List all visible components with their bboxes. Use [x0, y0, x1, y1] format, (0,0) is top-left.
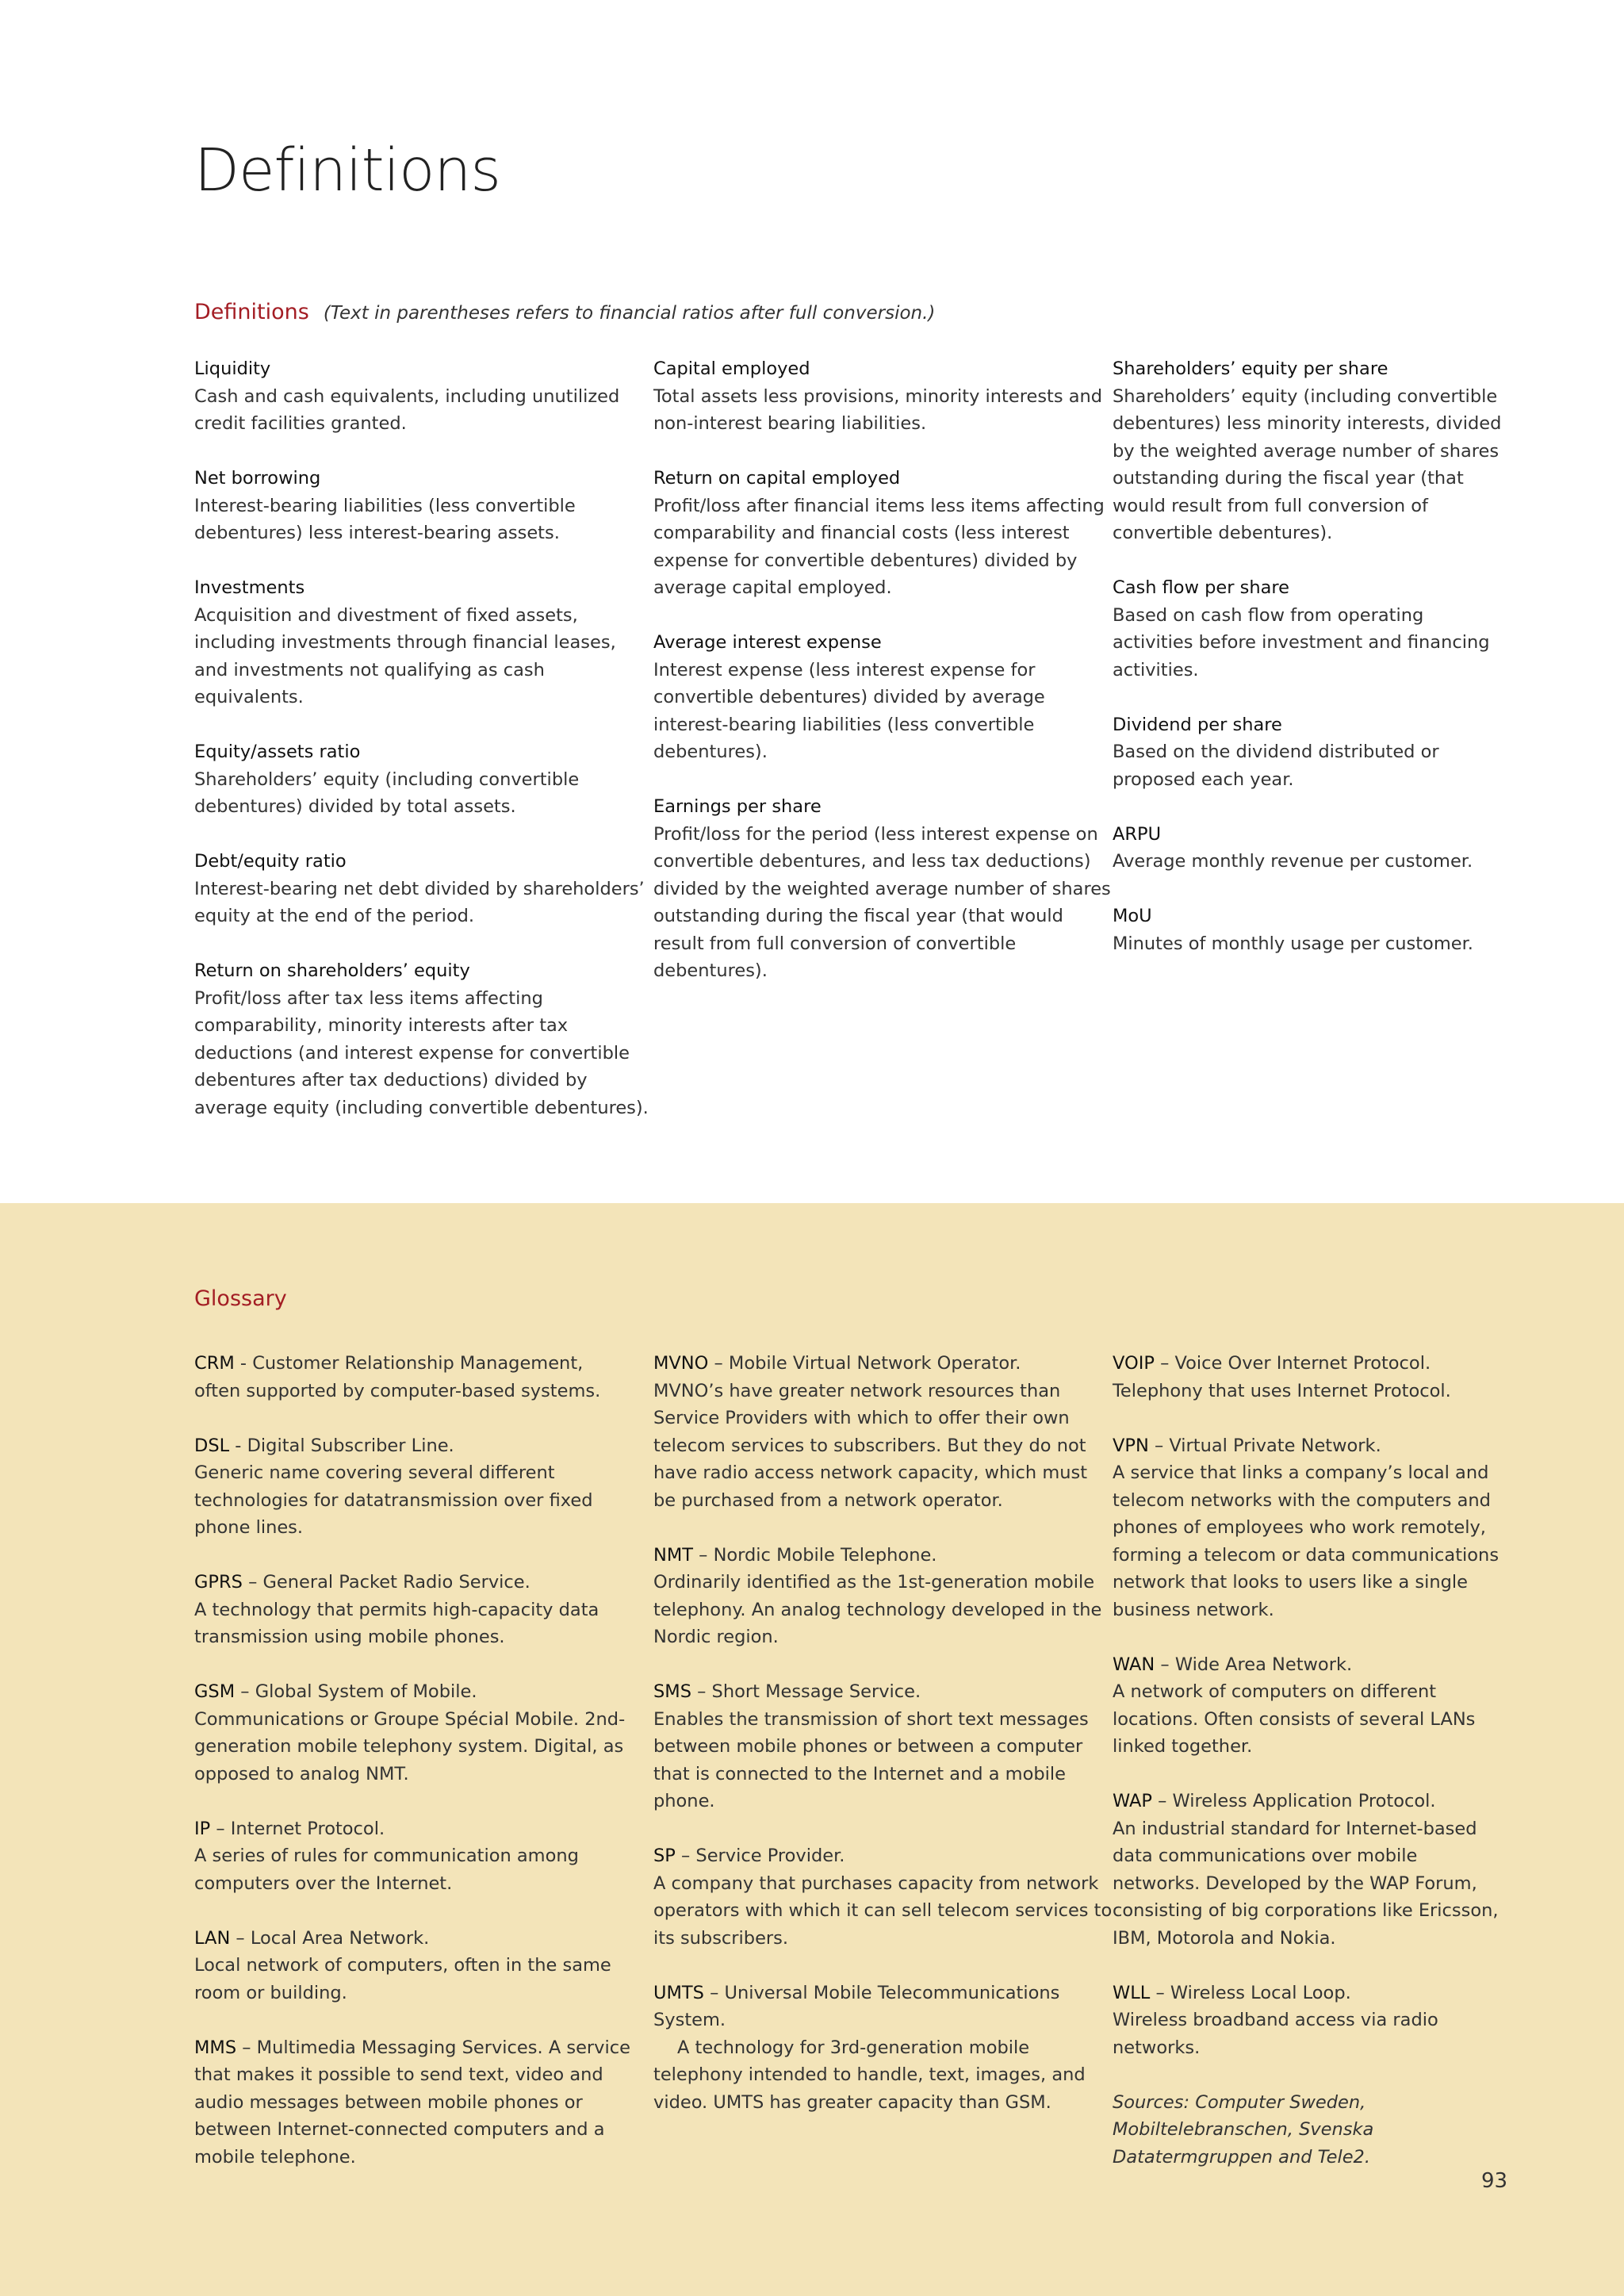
glossary-abbr: WLL [1113, 1982, 1151, 2003]
glossary-entry [1113, 1651, 1509, 1761]
glossary-name: Voice Over Internet Protocol. [1174, 1353, 1431, 1374]
glossary-name: Internet Protocol. [230, 1818, 385, 1839]
glossary-header [194, 1286, 287, 1311]
glossary-entry [194, 1815, 653, 1898]
definition-text: Interest-bearing liabilities (less convertible debentures) less interest-bearing assets. [194, 495, 576, 543]
glossary-name: Global System of Mobile. [255, 1681, 477, 1702]
glossary-entry [194, 1678, 653, 1788]
glossary-text: often supported by computer-based systems. [194, 1380, 601, 1401]
definition-entry [653, 465, 1113, 602]
glossary-sep: – [1151, 1791, 1173, 1811]
glossary-sources: Sources: Computer Sweden, Mobiltelebranschen, Svenska Datatermgruppen and Tele2. [1113, 2091, 1374, 2168]
glossary-abbr: UMTS [653, 1982, 704, 2003]
glossary-text: Ordinarily identified as the 1st-generation mobile telephony. An analog technology developed in the Nordic region. [653, 1572, 1102, 1647]
definition-entry [653, 629, 1113, 766]
definition-text: Shareholders’ equity (including convertible debentures) less minority interests, divided by the weighted average number of shares outstanding during the fiscal year (that would result from full conversion of convertible debentures). [1113, 385, 1502, 543]
definition-text: Total assets less provisions, minority interests and non-interest bearing liabilities. [653, 385, 1103, 434]
glossary-abbr: IP [194, 1818, 211, 1839]
definition-entry [1113, 821, 1509, 876]
glossary-sep: – [242, 1572, 263, 1593]
glossary-text: A network of computers on different locations. Often consists of several LANs linked together. [1113, 1681, 1476, 1757]
definition-term: Earnings per share [653, 796, 822, 817]
definition-text: Profit/loss for the period (less interest expense on convertible debentures, and less tax deductions) divided by the weighted average number of shares outstanding during the fiscal year (that would result from full conversion of convertible debentures). [653, 823, 1111, 981]
glossary-entry [653, 1980, 1113, 2117]
glossary-name: Wide Area Network. [1174, 1654, 1353, 1675]
definition-term: Return on capital employed [653, 468, 901, 489]
glossary-text: Wireless broadband access via radio networks. [1113, 2010, 1438, 2058]
definitions-note: (Text in parentheses refers to financial ratios after full conversion.) [323, 303, 936, 324]
definition-term: Average interest expense [653, 632, 882, 653]
glossary-sep: – [675, 1846, 696, 1866]
definition-entry [1113, 574, 1509, 684]
glossary-name: Wireless Application Protocol. [1172, 1791, 1436, 1811]
glossary-sep: - [229, 1435, 247, 1456]
definition-text: Profit/loss after tax less items affecting comparability, minority interests after tax deductions (and interest expense for convertible debentures after tax deductions) divided by average equity (including convertible debentures). [194, 987, 649, 1118]
glossary-text: Local network of computers, often in the same room or building. [194, 1955, 611, 2003]
glossary-abbr: LAN [194, 1927, 231, 1949]
definition-entry [194, 848, 653, 930]
glossary-sep: – [1148, 1435, 1170, 1456]
glossary-abbr: VOIP [1113, 1353, 1155, 1374]
glossary-name: Customer Relationship Management, [252, 1353, 584, 1374]
definition-text: Based on cash flow from operating activities before investment and financing activities. [1113, 604, 1490, 680]
glossary-name: Nordic Mobile Telephone. [713, 1544, 937, 1566]
glossary-entry [1113, 1432, 1509, 1624]
glossary-text: Communications or Groupe Spécial Mobile. 2nd-generation mobile telephony system. Digital, as opposed to analog NMT. [194, 1708, 626, 1784]
glossary-entry [194, 1350, 653, 1405]
definition-term: Cash flow per share [1113, 577, 1290, 598]
definition-entry [653, 355, 1113, 438]
definition-term: Equity/assets ratio [194, 742, 361, 762]
glossary-abbr: VPN [1113, 1435, 1149, 1456]
glossary-sep: – [1154, 1353, 1175, 1374]
glossary-text: Enables the transmission of short text messages between mobile phones or between a computer that is connected to the Internet and a mobile phone. [653, 1708, 1089, 1811]
glossary-column-2 [653, 1350, 1113, 2198]
glossary-heading: Glossary [194, 1286, 287, 1311]
definition-term: ARPU [1113, 823, 1162, 845]
glossary-text: A technology for 3rd-generation mobile telephony intended to handle, text, images, and video. UMTS has greater capacity than GSM. [653, 2037, 1086, 2113]
glossary-abbr: SMS [653, 1681, 691, 1702]
definitions-column-2 [653, 355, 1113, 1149]
glossary-entry [194, 2034, 653, 2171]
definition-entry [194, 738, 653, 821]
definitions-column-1 [194, 355, 653, 1149]
definition-entry [1113, 711, 1509, 794]
definition-text: Interest expense (less interest expense for convertible debentures) divided by average interest-bearing liabilities (less convertible debentures). [653, 659, 1045, 762]
glossary-name: Local Area Network. [250, 1927, 430, 1949]
definition-text: Average monthly revenue per customer. [1113, 851, 1473, 872]
definition-term: Dividend per share [1113, 714, 1282, 735]
definition-text: Profit/loss after financial items less items affecting comparability and financial costs (less interest expense for convertible debentures) divided by average capital employed. [653, 495, 1105, 598]
glossary-abbr: NMT [653, 1544, 693, 1566]
glossary-entry [1113, 1980, 1509, 2062]
definition-entry [653, 793, 1113, 985]
glossary-sep: – [235, 1681, 255, 1702]
glossary-text: A series of rules for communication among computers over the Internet. [194, 1846, 579, 1894]
glossary-abbr: GSM [194, 1681, 236, 1702]
glossary-name: Short Message Service. [711, 1681, 921, 1702]
glossary-sep: – [693, 1544, 714, 1566]
glossary-text: Telephony that uses Internet Protocol. [1113, 1380, 1451, 1401]
definitions-header [194, 300, 935, 324]
definition-entry [1113, 903, 1509, 957]
definition-term: Return on shareholders’ equity [194, 960, 470, 981]
glossary-sep: – [708, 1353, 729, 1374]
definition-term: MoU [1113, 906, 1152, 926]
glossary-text: MVNO’s have greater network resources than Service Providers with which to offer their own telecom services to subscribers. But they do not have radio access network capacity, which must be purchased from a network operator. [653, 1380, 1088, 1511]
glossary-column-3 [1113, 1350, 1509, 2198]
definition-text: Interest-bearing net debt divided by shareholders’ equity at the end of the period. [194, 878, 645, 926]
glossary-name: Wireless Local Loop. [1170, 1982, 1351, 2003]
definition-text: Acquisition and divestment of fixed assets, including investments through financial leases, and investments not qualifying as cash equivalents. [194, 604, 616, 707]
glossary-sep: – [1155, 1654, 1175, 1675]
glossary-entry [1113, 1350, 1509, 1405]
glossary-abbr: WAP [1113, 1791, 1152, 1811]
glossary-text: A company that purchases capacity from network operators with which it can sell telecom services to its subscribers. [653, 1872, 1113, 1949]
definition-term: Investments [194, 577, 305, 598]
definition-term: Shareholders’ equity per share [1113, 358, 1388, 379]
glossary-sep: – [236, 2037, 257, 2058]
page-title: Definitions [194, 136, 500, 205]
page-number: 93 [1481, 2169, 1508, 2193]
glossary-entry [194, 1569, 653, 1651]
glossary-name: Virtual Private Network. [1169, 1435, 1381, 1456]
glossary-sep: – [230, 1927, 251, 1949]
definition-term: Net borrowing [194, 468, 321, 489]
definition-text: Shareholders’ equity (including convertible debentures) divided by total assets. [194, 769, 580, 817]
glossary-abbr: WAN [1113, 1654, 1155, 1675]
definition-entry [1113, 355, 1509, 547]
glossary-name: General Packet Radio Service. [262, 1572, 530, 1593]
glossary-abbr: MVNO [653, 1353, 709, 1374]
glossary-text: Generic name covering several different technologies for datatransmission over fixed phone lines. [194, 1462, 593, 1538]
glossary-name: Multimedia Messaging Services. [256, 2037, 543, 2058]
glossary-entry [653, 1542, 1113, 1651]
glossary-text: A service that makes it possible to send text, video and audio messages between mobile phones or between Internet-connected computers and a mobile telephone. [194, 2037, 630, 2168]
definition-text: Cash and cash equivalents, including unutilized credit facilities granted. [194, 385, 620, 434]
glossary-entry [653, 1678, 1113, 1815]
glossary-text: An industrial standard for Internet-based data communications over mobile networks. Developed by the WAP Forum, consisting of big corporations like Ericsson, IBM, Motorola and Nokia. [1113, 1818, 1499, 1949]
glossary-sep: – [1150, 1982, 1170, 2003]
glossary-sep: – [691, 1681, 712, 1702]
definition-entry [194, 957, 653, 1121]
definition-term: Debt/equity ratio [194, 851, 347, 872]
definition-entry [194, 574, 653, 711]
definition-entry [194, 465, 653, 547]
definitions-heading: Definitions [194, 300, 309, 324]
glossary-abbr: DSL [194, 1435, 230, 1456]
glossary-sep: – [210, 1818, 231, 1839]
glossary-text: A technology that permits high-capacity data transmission using mobile phones. [194, 1599, 599, 1647]
glossary-entry [653, 1842, 1113, 1952]
definition-entry [194, 355, 653, 438]
glossary-abbr: CRM [194, 1353, 235, 1374]
definition-term: Liquidity [194, 358, 271, 379]
glossary-name: Mobile Virtual Network Operator. [728, 1353, 1021, 1374]
glossary-name: Service Provider. [695, 1846, 845, 1866]
glossary-abbr: SP [653, 1846, 676, 1866]
glossary-abbr: GPRS [194, 1572, 243, 1593]
definitions-column-3 [1113, 355, 1509, 1149]
glossary-sep: - [234, 1353, 253, 1374]
glossary-name: Digital Subscriber Line. [247, 1435, 454, 1456]
glossary-column-1 [194, 1350, 653, 2198]
glossary-entry [194, 1925, 653, 2007]
glossary-columns [194, 1350, 1511, 2198]
definition-text: Minutes of monthly usage per customer. [1113, 933, 1473, 954]
glossary-abbr: MMS [194, 2037, 237, 2058]
definitions-columns [194, 355, 1511, 1149]
glossary-entry [1113, 1788, 1509, 1952]
glossary-sep: – [703, 1982, 725, 2003]
glossary-entry [194, 1432, 653, 1542]
definition-term: Capital employed [653, 358, 810, 379]
definition-text: Based on the dividend distributed or proposed each year. [1113, 742, 1439, 790]
glossary-entry [653, 1350, 1113, 1514]
glossary-name: Universal Mobile Telecommunications System. [653, 1982, 1060, 2030]
glossary-text: A service that links a company’s local and telecom networks with the computers and phones of employees who work remotely, forming a telecom or data communications network that looks to users like a single business network. [1113, 1462, 1500, 1620]
